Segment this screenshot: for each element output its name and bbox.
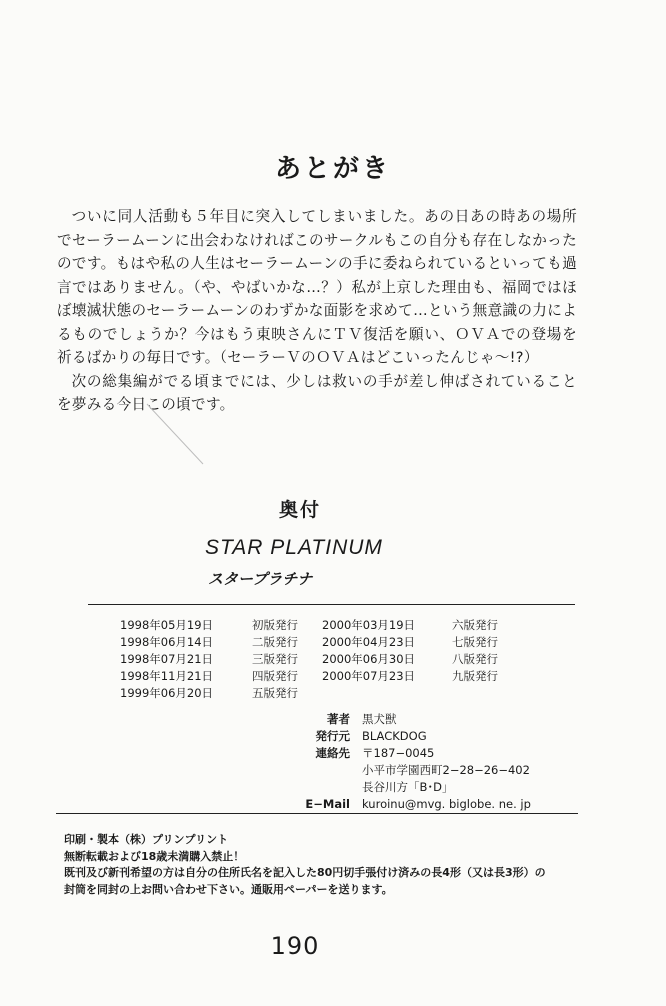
table-row (280, 761, 531, 778)
table-row (280, 727, 531, 744)
note-line: 無断転載および18歳未満購入禁止！ (64, 849, 245, 863)
divider-rule (56, 813, 578, 814)
info-label: 著者 (327, 711, 350, 726)
book-title-reading: スタープラチナ (208, 570, 313, 588)
table-row (120, 616, 498, 633)
note-line: 既刊及び新刊希望の方は自分の住所氏名を記入した80円切手張付け済みの長4形（又は長3形）の (64, 866, 546, 879)
edition-date (322, 684, 452, 701)
edition-label: 九版発行 (452, 668, 498, 683)
edition-date: 1998年05月19日 (120, 617, 214, 632)
afterword-body (57, 205, 577, 417)
afterword-paragraph: 次の総集編がでる頃までには、少しは救いの手が差し伸ばされていることを夢みる今日この頃です。 (57, 372, 577, 413)
table-row (280, 744, 531, 761)
info-label: E−Mail (305, 796, 350, 811)
legal-notes (64, 832, 584, 898)
info-value: BLACKDOG (362, 728, 427, 743)
email-address: kuroinu@mvg. biglobe. ne. jp (362, 796, 531, 811)
edition-label: 四版発行 (252, 668, 298, 683)
edition-date: 1998年06月14日 (120, 634, 214, 649)
stray-pen-mark (145, 400, 215, 470)
edition-label: 七版発行 (452, 634, 498, 649)
table-row (120, 684, 498, 701)
afterword-paragraph: ついに同人活動も５年目に突入してしまいました。あの日あの時あの場所でセーラームーンに出会わなければこのサークルもこの自分も存在しなかったのです。もはや私の人生はセーラームーンの手に委ねられているといっても過言ではありません。（や、やばいかな…？）私が上京した理由も、福岡ではほぼ壊滅状態のセーラームーンのわずかな面影を求めて…という無意識の力によるものでしょうか？今はもう東映さんにＴＶ復活を願い、ＯＶＡでの登場を祈るばかりの毎日です。（セーラーＶのＯＶＡはどこいったんじゃ〜!?） (57, 208, 577, 366)
edition-history-table (120, 616, 498, 701)
table-row (120, 633, 498, 650)
table-row (280, 710, 531, 727)
table-row (280, 778, 531, 795)
edition-label: 六版発行 (452, 617, 498, 632)
edition-label: 三版発行 (252, 651, 298, 666)
edition-label: 八版発行 (452, 651, 498, 666)
note-line: 封筒を同封の上お問い合わせ下さい。通販用ペーパーを送ります。 (64, 882, 393, 896)
divider-rule (88, 604, 575, 605)
info-value: 〒187−0045 (362, 745, 435, 760)
page-number: 190 (270, 932, 320, 960)
info-label (280, 761, 362, 778)
table-row (120, 667, 498, 684)
colophon-title: 奥付 (278, 499, 321, 521)
publisher-info-table (280, 710, 531, 812)
info-value: 黒犬獣 (362, 711, 397, 726)
info-label (280, 778, 362, 795)
edition-label (452, 684, 498, 701)
table-row (120, 650, 498, 667)
info-label: 連絡先 (315, 745, 350, 760)
table-row (280, 795, 531, 812)
edition-date: 2000年03月19日 (322, 617, 416, 632)
info-value: 長谷川方「B･D」 (362, 779, 454, 794)
info-value: 小平市学園西町2−28−26−402 (362, 762, 530, 777)
edition-date: 1999年06月20日 (120, 685, 214, 700)
edition-label: 二版発行 (252, 634, 298, 649)
edition-date: 1998年07月21日 (120, 651, 214, 666)
edition-date: 1998年11月21日 (120, 668, 214, 683)
book-title: STAR PLATINUM (205, 536, 383, 559)
note-line: 印刷・製本（株）プリンプリント (64, 833, 229, 846)
edition-date: 2000年07月23日 (322, 668, 416, 683)
edition-label: 初版発行 (252, 617, 298, 632)
edition-date: 2000年06月30日 (322, 651, 416, 666)
afterword-title: あとがき (274, 154, 391, 184)
edition-label: 五版発行 (252, 685, 298, 700)
info-label: 発行元 (315, 728, 350, 743)
edition-date: 2000年04月23日 (322, 634, 416, 649)
